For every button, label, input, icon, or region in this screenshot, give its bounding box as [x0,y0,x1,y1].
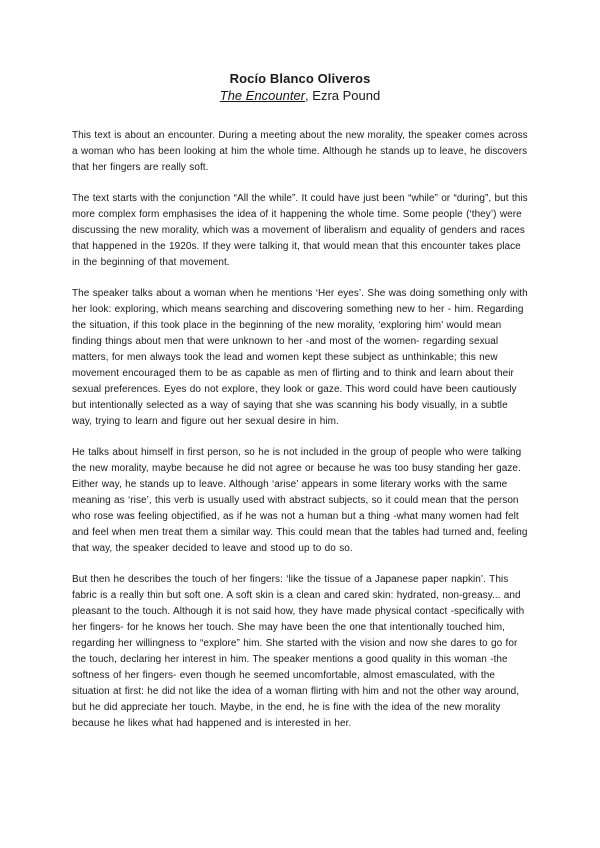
paragraph-4: He talks about himself in first person, so he is not included in the group of people who were talking the new morality, maybe because he did not agree or because he was too busy standing her gaze. Either way, he stands up to leave. Although ‘arise’ appears in some literary works with the same meaning as ‘rise’, this verb is usually used with abstract subjects, so it could mean that the person who rose was feeling objectified, as if he was not a human but a thing -what many women had felt and feel when men treat them a similar way. This could mean that the tables had turned and, feeling that way, the speaker decided to leave and stood up to do so. [72,447,528,554]
subtitle [72,87,528,104]
work-title: The Encounter [219,88,306,103]
paragraph-2: The text starts with the conjunction “All the while”. It could have just been “while” or “during”, but this more complex form emphasises the idea of it happening the whole time. Some people (‘they’) were discussing the new morality, which was a movement of liberalism and equality of genders and races that happened in the 1920s. If they were talking it, that would mean that this encounter takes place in the beginning of that movement. [72,193,528,268]
author-name: Rocío Blanco Oliveros [229,71,371,86]
paragraph-1: This text is about an encounter. During a meeting about the new morality, the speaker comes across a woman who has been looking at him the whole time. Although he stands up to leave, he discovers that her fingers are really soft. [72,130,528,173]
subtitle-separator: , [305,88,313,103]
paragraph-3: The speaker talks about a woman when he mentions ‘Her eyes’. She was doing something only with her look: exploring, which means searching and discovering something new to her - him. Regarding the situation, if this took place in the beginning of the new morality, ‘exploring him’ would mean finding things about men that were unknown to her -and most of the women- regarding sexual matters, for men always took the lead and women kept these subject as unthinkable; this new movement encouraged them to be as capable as men of flirting and to think and learn about their sexual preferences. Eyes do not explore, they look or gaze. This word could have been cautiously but intentionally selected as a way of saying that she was scanning his body visually, in a subtle way, trying to learn and figure out her sexual desire in him. [72,288,528,427]
poet-name: Ezra Pound [312,88,381,103]
paragraph-5: But then he describes the touch of her fingers: ‘like the tissue of a Japanese paper napkin’. This fabric is a really thin but soft one. A soft skin is a clean and cared skin: hydrated, non-greasy... and pleasant to the touch. Although it is not said how, they have made physical contact -specifically with her fingers- for he knows her touch. She may have been the one that intentionally touched him, regarding her willingness to “explore” him. She started with the vision and now she dares to go for the touch, declaring her interest in him. The speaker mentions a good quality in this woman -the softness of her fingers- even though he seemed uncomfortable, almost emasculated, with the situation at first: he did not like the idea of a woman flirting with him and not the other way around, but he did appreciate her touch. Maybe, in the end, he is fine with the idea of the new morality because he likes what had happened and is interested in her. [72,574,525,729]
